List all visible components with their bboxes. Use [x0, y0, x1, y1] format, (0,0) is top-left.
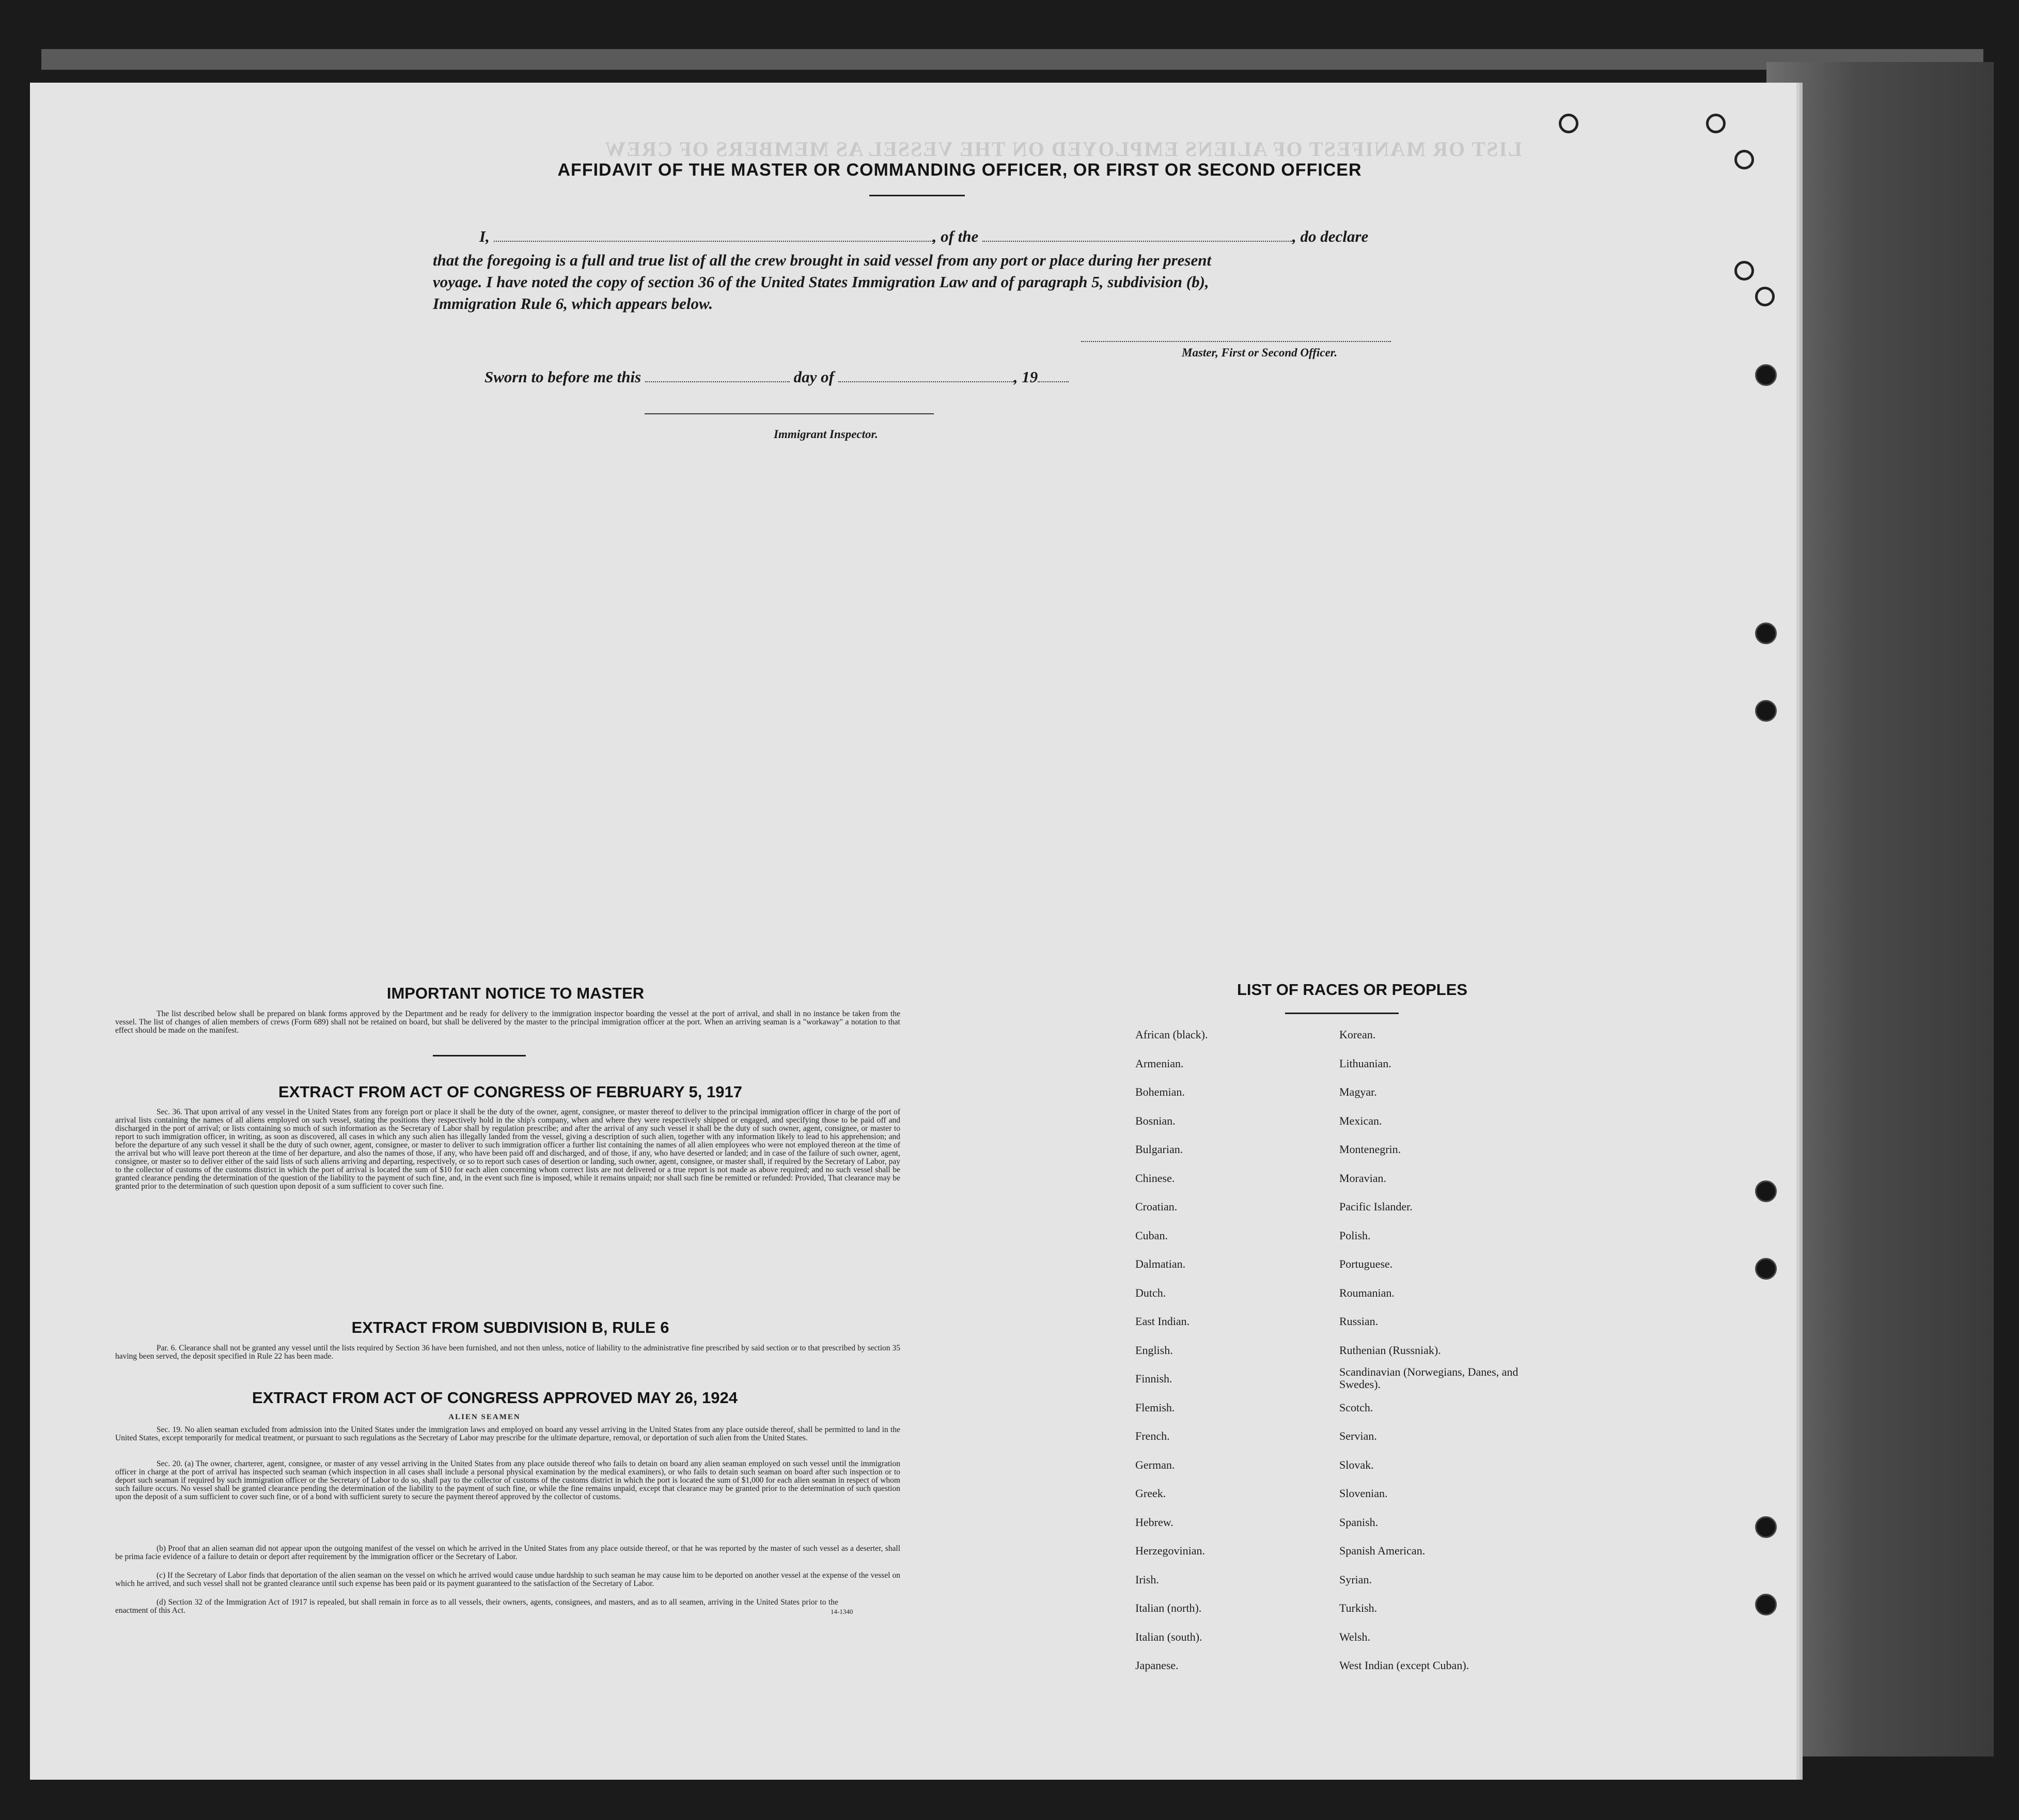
- binder-hole: [1755, 700, 1777, 722]
- race-item: Japanese.: [1135, 1659, 1179, 1672]
- day-of-text: day of: [793, 368, 834, 386]
- race-item: Welsh.: [1339, 1630, 1370, 1643]
- race-item: Polish.: [1339, 1228, 1371, 1242]
- title-divider: [869, 195, 965, 196]
- sec20c-paragraph: (c) If the Secretary of Labor finds that deportation of the alien seaman on the vessel on which he arrived would cause undue hardship to such seaman he may cause him to be deported on another vessel at the expense of the vessel on which he arrived, and such vessel shall not be granted clearance until such expense has been paid or its payment guaranteed to the satisfaction of the Secretary of Labor.: [115, 1571, 900, 1588]
- race-item: Mexican.: [1339, 1114, 1382, 1127]
- extract-1924-title: EXTRACT FROM ACT OF CONGRESS APPROVED MAY 26, 1924: [252, 1389, 738, 1407]
- race-item: Scandinavian (Norwegians, Danes, and Swedes).: [1339, 1365, 1519, 1391]
- backing-sheet: [1766, 62, 1994, 1756]
- race-item: Russian.: [1339, 1315, 1379, 1328]
- sworn-day-blank[interactable]: [645, 381, 790, 382]
- binder-hole: [1755, 287, 1775, 306]
- master-label: Master, First or Second Officer.: [1182, 346, 1338, 359]
- affidavit-line-3: voyage. I have noted the copy of section 36 of the United States Immigration Law and of paragraph 5, subdivision (b),: [433, 273, 1209, 291]
- race-item: French.: [1135, 1429, 1170, 1442]
- race-item: Bulgarian.: [1135, 1143, 1183, 1156]
- race-item: Turkish.: [1339, 1601, 1378, 1614]
- binder-hole: [1734, 150, 1754, 169]
- extract-1917-body: Sec. 36. That upon arrival of any vessel in the United States from any foreign port or place it shall be the duty of the owner, agent, consignee, or master thereof to deliver to the principal immigration officer in charge of the port of arrival lists containing the names of all aliens employed on such vessel, stating the positions they respectively hold in the ship's company, when and where they were respectively shipped or engaged, and specifying those to be paid off and discharged in the port of arrival; or lists containing so much of such information as the Secretary of Labor shall by regulation prescribe; and after the arrival of any such vessel it shall be the duty of such owner, agent, consignee, or master to report to such immigration officer, in writing, as soon as discovered, all cases in which any such alien has illegally landed from the vessel, giving a description of such alien, together with any information likely to lead to his apprehension; and before the departure of any such vessel it shall be the duty of such owner, agent, consignee, or master to deliver to such immigration officer a further list containing the names of all alien employees who were not employed thereon at the time of the arrival but who will leave port thereon at the time of her departure, and also the names of those, if any, who have been paid off and discharged, and of those, if any, who have deserted or landed; and in case of the failure of such owner, agent, consignee, or master so to deliver either of the said lists of such aliens arriving and departing, respectively, or so to report such cases of desertion or landing, such owner, agent, consignee, or master shall, if required by the Secretary of Labor, pay to the collector of customs of the customs district in which the port of arrival is located the sum of $10 for each alien concerning whom correct lists are not delivered or a true report is not made as above required; and no such vessel shall be granted clearance pending the determination of the question of the liability to the payment of such fine, and, in the event such fine is imposed, while it remains unpaid; nor shall such fine be remitted or refunded: Provided, That clearance may be granted prior to the determination of such question upon deposit of a sum sufficient to cover such fine.: [115, 1108, 900, 1191]
- race-item: Slovenian.: [1339, 1487, 1388, 1500]
- affidavit-line-1: [479, 227, 1461, 246]
- scanner-edge-strip: [41, 49, 1983, 70]
- binder-hole: [1755, 1594, 1777, 1615]
- affidavit-i: I,: [479, 227, 490, 245]
- binder-hole: [1755, 364, 1777, 386]
- race-item: Korean.: [1339, 1028, 1376, 1041]
- race-item: German.: [1135, 1458, 1175, 1471]
- race-item: Armenian.: [1135, 1056, 1184, 1070]
- race-item: Montenegrin.: [1339, 1143, 1401, 1156]
- affidavit-declare: , do declare: [1292, 227, 1369, 245]
- master-signature-line[interactable]: [1081, 341, 1391, 342]
- vessel-blank[interactable]: [982, 241, 1292, 242]
- race-item: Bohemian.: [1135, 1085, 1185, 1098]
- race-item: Slovak.: [1339, 1458, 1374, 1471]
- alien-seamen-subtitle: ALIEN SEAMEN: [448, 1413, 521, 1421]
- extract-1917-title: EXTRACT FROM ACT OF CONGRESS OF FEBRUARY 5, 1917: [278, 1083, 742, 1101]
- race-item: Irish.: [1135, 1573, 1159, 1586]
- race-item: East Indian.: [1135, 1315, 1190, 1328]
- year-blank[interactable]: [1038, 381, 1069, 382]
- inspector-label: Immigrant Inspector.: [774, 428, 878, 441]
- race-item: Spanish American.: [1339, 1544, 1426, 1557]
- race-item: West Indian (except Cuban).: [1339, 1659, 1469, 1672]
- race-item: Finnish.: [1135, 1372, 1172, 1385]
- notice-body: The list described below shall be prepared on blank forms approved by the Department and be ready for delivery to the immigration inspector boarding the vessel at the port of arrival, and shall in no instance be taken from the vessel. The list of changes of alien members of crews (Form 689) shall not be retained on board, but shall be delivered by the master to the principal immigration officer at the port. When an arriving seaman is a "workaway" a notation to that effect should be made on the manifest.: [115, 1009, 900, 1035]
- binder-hole: [1755, 1180, 1777, 1202]
- race-item: English.: [1135, 1343, 1173, 1357]
- race-item: Scotch.: [1339, 1401, 1373, 1414]
- races-divider: [1285, 1013, 1399, 1014]
- race-item: Pacific Islander.: [1339, 1200, 1413, 1213]
- race-item: Cuban.: [1135, 1228, 1168, 1242]
- binder-hole: [1755, 1516, 1777, 1538]
- rule6-title: EXTRACT FROM SUBDIVISION B, RULE 6: [351, 1318, 669, 1336]
- affidavit-line-2: that the foregoing is a full and true list of all the crew brought in said vessel from any port or place during her present: [433, 251, 1212, 269]
- race-item: Magyar.: [1339, 1085, 1377, 1098]
- race-item: Spanish.: [1339, 1515, 1379, 1529]
- race-item: Ruthenian (Russniak).: [1339, 1343, 1441, 1357]
- race-item: Herzegovinian.: [1135, 1544, 1205, 1557]
- sec20d-paragraph: (d) Section 32 of the Immigration Act of 1917 is repealed, but shall remain in force as to all vessels, their owners, agents, consignees, and masters, and as to all seamen, arriving in the United States prior to the enactment of this Act.: [115, 1598, 838, 1615]
- race-item: Servian.: [1339, 1429, 1377, 1442]
- race-item: Bosnian.: [1135, 1114, 1176, 1127]
- sec20b-paragraph: (b) Proof that an alien seaman did not appear upon the outgoing manifest of the vessel on which he arrived in the United States from any place outside thereof, or that he was reported by the master of such vessel as a deserter, shall be prima facie evidence of a failure to detain or deport after requirement by the immigration officer or the Secretary of Labor.: [115, 1544, 900, 1561]
- inspector-signature-line[interactable]: [645, 413, 934, 414]
- race-item: Greek.: [1135, 1487, 1166, 1500]
- binder-hole: [1755, 1258, 1777, 1280]
- sec19-paragraph: Sec. 19. No alien seaman excluded from admission into the United States under the immigration laws and employed on board any vessel arriving in the United States from any place outside thereof, shall be permitted to land in the United States, except temporarily for medical treatment, or pursuant to such regulations as the Secretary of Labor may prescribe for the ultimate departure, removal, or deportation of such alien from the United States.: [115, 1425, 900, 1442]
- race-item: Moravian.: [1339, 1171, 1387, 1185]
- name-blank[interactable]: [494, 241, 933, 242]
- race-item: Portuguese.: [1339, 1257, 1393, 1270]
- race-item: Chinese.: [1135, 1171, 1175, 1185]
- race-item: Dutch.: [1135, 1286, 1166, 1299]
- binder-hole: [1734, 261, 1754, 281]
- race-item: Italian (north).: [1135, 1601, 1202, 1614]
- race-item: Syrian.: [1339, 1573, 1372, 1586]
- form-number: 14-1340: [831, 1608, 853, 1615]
- race-item: African (black).: [1135, 1028, 1208, 1041]
- affidavit-line-4: Immigration Rule 6, which appears below.: [433, 294, 713, 313]
- races-title: LIST OF RACES OR PEOPLES: [1237, 981, 1468, 999]
- race-item: Italian (south).: [1135, 1630, 1202, 1643]
- race-item: Flemish.: [1135, 1401, 1175, 1414]
- notice-divider: [433, 1055, 526, 1056]
- race-item: Hebrew.: [1135, 1515, 1173, 1529]
- rule6-body: Par. 6. Clearance shall not be granted any vessel until the lists required by Section 36 have been furnished, and not then unless, notice of liability to the administrative fine prescribed by said section or to that prescribed by section 35 having been served, the deposit specified in Rule 22 has been made.: [115, 1344, 900, 1361]
- sworn-month-blank[interactable]: [838, 381, 1014, 382]
- sworn-text: Sworn to before me this: [484, 368, 641, 386]
- document-page: [30, 83, 1796, 1780]
- binder-hole: [1559, 114, 1578, 133]
- notice-title: IMPORTANT NOTICE TO MASTER: [386, 984, 645, 1002]
- affidavit-title: AFFIDAVIT OF THE MASTER OR COMMANDING OFFICER, OR FIRST OR SECOND OFFICER: [557, 160, 1362, 180]
- year-text: , 19: [1013, 368, 1038, 386]
- sec20a-paragraph: Sec. 20. (a) The owner, charterer, agent, consignee, or master of any vessel arriving in the United States from any place outside thereof who fails to detain on board any alien seaman employed on such vessel until the immigration officer in charge at the port of arrival has inspected such seaman (which inspection in all cases shall include a personal physical examination by the medical examiners), or who fails to detain such seaman on board after such inspection or to deport such seaman if required by such immigration officer or the Secretary of Labor to do so, shall pay to the collector of customs of the customs district in which the port is located the sum of $1,000 for each alien seaman in respect of whom such failure occurs. No vessel shall be granted clearance pending the determination of the liability to the payment of such fine, or while the fine remains unpaid, except that clearance may be granted prior to the determination of such question upon the deposit of a sum sufficient to cover such fine, or of a bond with sufficient surety to secure the payment thereof approved by the collector of customs.: [115, 1459, 900, 1501]
- race-item: Croatian.: [1135, 1200, 1178, 1213]
- sworn-line: [484, 368, 1069, 386]
- binder-hole: [1706, 114, 1726, 133]
- binder-hole: [1755, 623, 1777, 644]
- race-item: Roumanian.: [1339, 1286, 1395, 1299]
- race-item: Dalmatian.: [1135, 1257, 1186, 1270]
- affidavit-of-the: , of the: [932, 227, 979, 245]
- race-item: Lithuanian.: [1339, 1056, 1391, 1070]
- bleed-through-heading: LIST OR MANIFEST OF ALIENS EMPLOYED ON THE VESSEL AS MEMBERS OF CREW: [604, 137, 1522, 161]
